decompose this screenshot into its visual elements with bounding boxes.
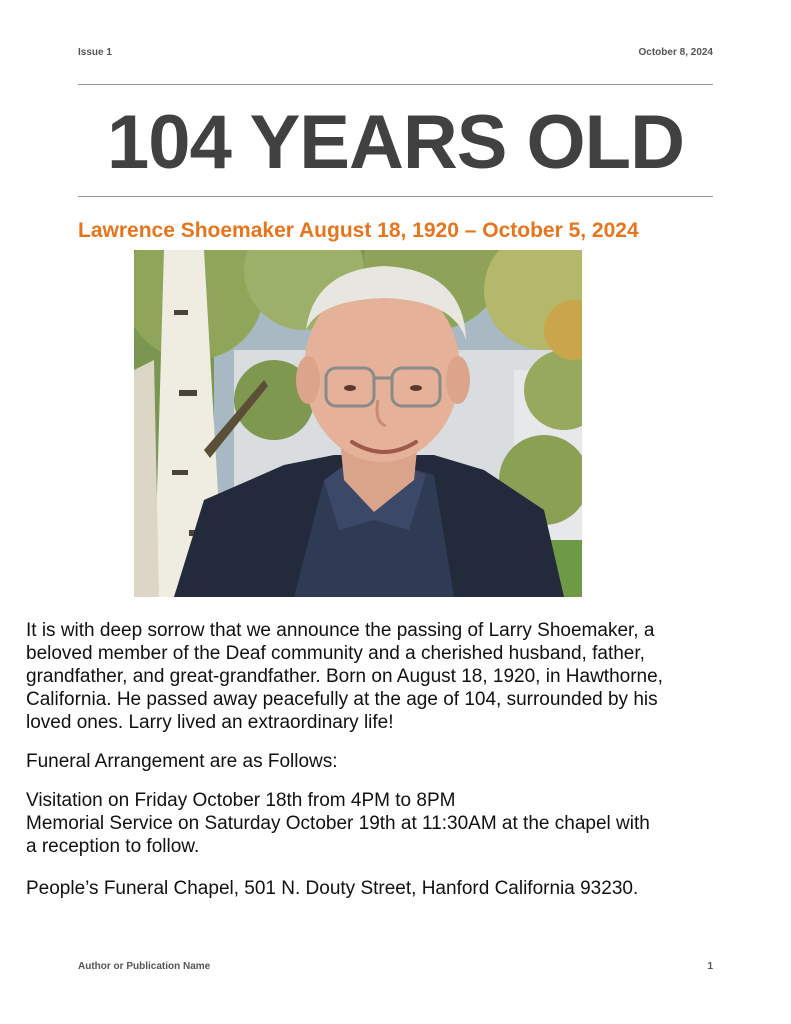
header-date: October 8, 2024 xyxy=(638,47,713,58)
service-details xyxy=(26,789,746,858)
footer-author: Author or Publication Name xyxy=(78,961,211,972)
arrangements-heading: Funeral Arrangement are as Follows: xyxy=(26,751,338,772)
obituary-line-2: beloved member of the Deaf community and a cherished husband, father, xyxy=(26,643,645,664)
reception-line: a reception to follow. xyxy=(26,836,200,857)
portrait-photo xyxy=(134,250,582,597)
chapel-address: People’s Funeral Chapel, 501 N. Douty Street, Hanford California 93230. xyxy=(26,878,639,899)
headline: 104 YEARS OLD xyxy=(107,100,684,185)
memorial-line: Memorial Service on Saturday October 19th at 11:30AM at the chapel with xyxy=(26,813,650,834)
top-divider xyxy=(78,84,713,85)
footer-page-number: 1 xyxy=(707,961,713,972)
obituary-line-4: California. He passed away peacefully at the age of 104, surrounded by his xyxy=(26,689,658,710)
bottom-divider xyxy=(78,196,713,197)
obituary-line-1: It is with deep sorrow that we announce the passing of Larry Shoemaker, a xyxy=(26,620,655,641)
obituary-line-5: loved ones. Larry lived an extraordinary life! xyxy=(26,712,394,733)
obituary-line-3: grandfather, and great-grandfather. Born on August 18, 1920, in Hawthorne, xyxy=(26,666,663,687)
issue-label: Issue 1 xyxy=(78,47,112,58)
visitation-line: Visitation on Friday October 18th from 4PM to 8PM xyxy=(26,790,456,811)
obituary-paragraph xyxy=(26,619,746,734)
subhead-name-dates: Lawrence Shoemaker August 18, 1920 – October 5, 2024 xyxy=(78,219,639,242)
